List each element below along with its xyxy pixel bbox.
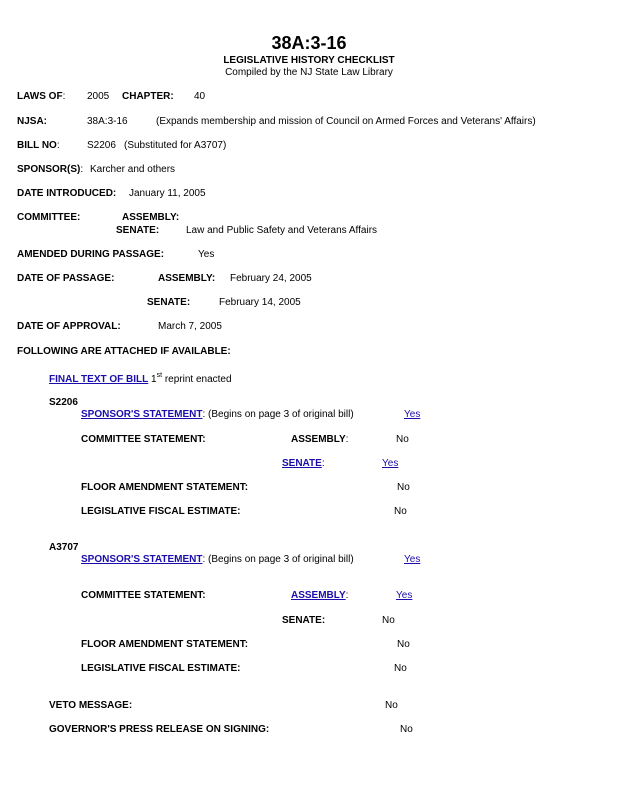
page-title: 38A:3-16 [271, 33, 347, 53]
final-text-ordinal: 1 [151, 374, 157, 385]
committee-label: COMMITTEE: [17, 212, 81, 223]
s2206-assembly-value: No [396, 434, 409, 445]
a3707-floor-label: FLOOR AMENDMENT STATEMENT: [81, 639, 249, 650]
a3707-heading: A3707 [49, 542, 79, 553]
attached-heading: FOLLOWING ARE ATTACHED IF AVAILABLE: [17, 346, 231, 357]
laws-of-value: 2005 [87, 91, 110, 102]
bill-no-label: BILL NO [17, 140, 57, 151]
compiled-by: Compiled by the NJ State Law Library [225, 67, 393, 78]
committee-senate-label: SENATE: [116, 225, 160, 236]
a3707-assembly-colon: : [345, 590, 349, 601]
passage-assembly-label: ASSEMBLY: [158, 273, 216, 284]
sponsors-colon: : [80, 164, 84, 175]
bill-no-colon: : [56, 140, 60, 151]
chapter-label: CHAPTER: [122, 91, 174, 102]
bill-no-note: (Substituted for A3707) [124, 140, 227, 151]
amended-value: Yes [198, 249, 215, 260]
date-of-approval-label: DATE OF APPROVAL: [17, 321, 121, 332]
bill-no-value: S2206 [87, 140, 116, 151]
s2206-senate-row [282, 458, 325, 470]
s2206-assembly-colon: : [345, 434, 349, 445]
a3707-sponsor-row [81, 554, 354, 566]
s2206-sponsor-yes-link[interactable]: Yes [404, 409, 421, 420]
passage-senate-label: SENATE: [147, 297, 191, 308]
bill-no-row [17, 140, 60, 152]
s2206-senate-colon: : [321, 458, 325, 469]
a3707-sponsor-yes-link[interactable]: Yes [404, 554, 421, 565]
final-text-rest: reprint enacted [164, 374, 232, 385]
sponsors-row [17, 164, 83, 176]
date-of-approval-value: March 7, 2005 [158, 321, 222, 332]
s2206-heading: S2206 [49, 397, 78, 408]
njsa-label: NJSA: [17, 116, 48, 127]
laws-of-label-row [17, 91, 65, 103]
s2206-sponsor-note: : (Begins on page 3 of original bill) [202, 409, 354, 420]
a3707-assembly-yes-link[interactable]: Yes [396, 590, 413, 601]
s2206-committee-label: COMMITTEE STATEMENT: [81, 434, 206, 445]
a3707-fiscal-label: LEGISLATIVE FISCAL ESTIMATE: [81, 663, 241, 674]
a3707-committee-label: COMMITTEE STATEMENT: [81, 590, 206, 601]
date-of-passage-label: DATE OF PASSAGE: [17, 273, 115, 284]
committee-senate-value: Law and Public Safety and Veterans Affairs [186, 225, 378, 236]
date-introduced-label: DATE INTRODUCED: [17, 188, 117, 199]
s2206-assembly-label: ASSEMBLY [291, 434, 346, 445]
laws-of-colon: : [62, 91, 66, 102]
a3707-floor-value: No [397, 639, 410, 650]
s2206-fiscal-label: LEGISLATIVE FISCAL ESTIMATE: [81, 506, 241, 517]
sponsors-value: Karcher and others [90, 164, 176, 175]
final-text-link[interactable]: FINAL TEXT OF BILL [49, 374, 149, 385]
s2206-floor-value: No [397, 482, 410, 493]
passage-senate-value: February 14, 2005 [219, 297, 301, 308]
a3707-senate-label: SENATE: [282, 615, 326, 626]
sponsors-label: SPONSOR(S) [17, 164, 81, 175]
press-release-value: No [400, 724, 413, 735]
veto-value: No [385, 700, 398, 711]
final-text-row [49, 371, 232, 386]
s2206-floor-label: FLOOR AMENDMENT STATEMENT: [81, 482, 249, 493]
laws-of-label: LAWS OF [17, 91, 63, 102]
final-text-sup: st [156, 371, 163, 379]
a3707-sponsor-note: : (Begins on page 3 of original bill) [202, 554, 354, 565]
committee-assembly-label: ASSEMBLY: [122, 212, 180, 223]
passage-assembly-value: February 24, 2005 [230, 273, 312, 284]
s2206-senate-link[interactable]: SENATE [282, 458, 322, 469]
date-introduced-value: January 11, 2005 [129, 188, 206, 199]
amended-label: AMENDED DURING PASSAGE: [17, 249, 165, 260]
a3707-senate-value: No [382, 615, 395, 626]
s2206-fiscal-value: No [394, 506, 407, 517]
veto-label: VETO MESSAGE: [49, 700, 133, 711]
a3707-fiscal-value: No [394, 663, 407, 674]
s2206-sponsor-row [81, 409, 354, 421]
njsa-description: (Expands membership and mission of Council on Armed Forces and Veterans' Affairs) [156, 116, 536, 127]
s2206-sponsor-statement-link[interactable]: SPONSOR'S STATEMENT [81, 409, 203, 420]
checklist-subtitle: LEGISLATIVE HISTORY CHECKLIST [223, 55, 395, 66]
a3707-sponsor-statement-link[interactable]: SPONSOR'S STATEMENT [81, 554, 203, 565]
s2206-assembly-row [291, 434, 348, 446]
chapter-value: 40 [194, 91, 206, 102]
s2206-senate-yes-link[interactable]: Yes [382, 458, 399, 469]
a3707-assembly-link[interactable]: ASSEMBLY [291, 590, 346, 601]
a3707-assembly-row [291, 590, 348, 602]
press-release-label: GOVERNOR'S PRESS RELEASE ON SIGNING: [49, 724, 270, 735]
njsa-value: 38A:3-16 [87, 116, 128, 127]
